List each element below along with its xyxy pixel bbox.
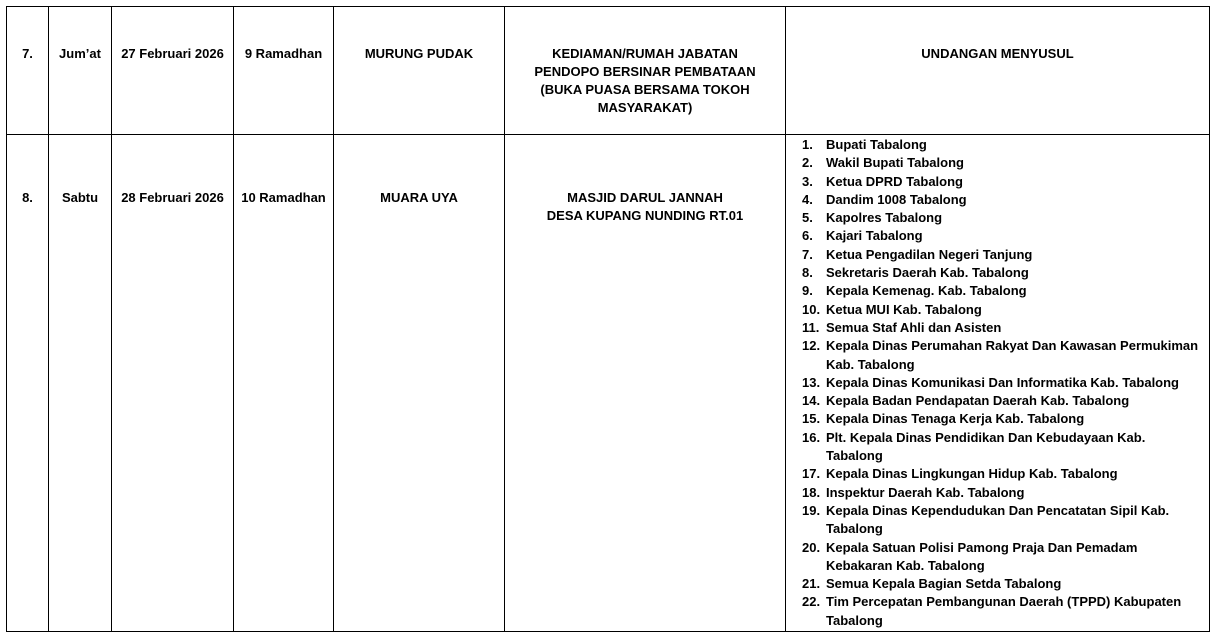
hijri-date-cell: 10 Ramadhan xyxy=(234,135,334,632)
list-item-text: Semua Staf Ahli dan Asisten xyxy=(826,319,1002,335)
list-item-text: Dandim 1008 Tabalong xyxy=(826,191,967,207)
list-item-number: 4. xyxy=(802,191,813,207)
list-item xyxy=(802,539,1205,576)
date-cell: 27 Februari 2026 xyxy=(112,7,234,135)
list-item xyxy=(802,246,1205,264)
list-item-number: 11. xyxy=(802,319,820,335)
list-item-number: 8. xyxy=(802,265,813,281)
list-item-text: Kepala Dinas Perumahan Rakyat Dan Kawasan Permukiman Kab. Tabalong xyxy=(826,338,1199,372)
list-item xyxy=(802,465,1205,483)
list-item-text: Kepala Dinas Kependudukan Dan Pencatatan Sipil Kab. Tabalong xyxy=(826,502,1170,537)
list-item xyxy=(802,154,1205,172)
date-cell: 28 Februari 2026 xyxy=(112,135,234,632)
list-item-text: Semua Kepala Bagian Setda Tabalong xyxy=(826,576,1062,592)
list-item-text: Ketua MUI Kab. Tabalong xyxy=(826,301,982,317)
list-item-text: Kajari Tabalong xyxy=(826,228,923,244)
district-cell: MUARA UYA xyxy=(334,135,505,632)
row-number: 8. xyxy=(7,135,49,632)
list-item xyxy=(802,593,1205,630)
list-item-text: Inspektur Daerah Kab. Tabalong xyxy=(826,484,1025,500)
table-row xyxy=(7,135,1210,632)
list-item-number: 14. xyxy=(802,393,821,409)
list-item-number: 22. xyxy=(802,594,821,610)
hijri-date-cell: 9 Ramadhan xyxy=(234,7,334,135)
list-item-number: 12. xyxy=(802,338,821,354)
invitation-cell: UNDANGAN MENYUSUL xyxy=(786,7,1210,135)
list-item-number: 6. xyxy=(802,228,813,244)
list-item-number: 2. xyxy=(802,155,813,171)
list-item-text: Kepala Dinas Tenaga Kerja Kab. Tabalong xyxy=(826,411,1085,427)
day-cell: Jum’at xyxy=(49,7,112,135)
list-item-text: Bupati Tabalong xyxy=(826,137,927,152)
list-item-number: 7. xyxy=(802,246,813,262)
list-item xyxy=(802,410,1205,428)
list-item xyxy=(802,502,1205,539)
list-item-number: 21. xyxy=(802,576,821,592)
list-item-text: Tim Percepatan Pembangunan Daerah (TPPD) Kabupaten Tabalong xyxy=(826,594,1182,628)
list-item-text: Ketua Pengadilan Negeri Tanjung xyxy=(826,246,1033,262)
list-item-number: 16. xyxy=(802,429,821,445)
table-row xyxy=(7,7,1210,135)
list-item xyxy=(802,319,1205,337)
list-item xyxy=(802,173,1205,191)
list-item xyxy=(802,575,1205,593)
list-item xyxy=(802,209,1205,227)
list-item-text: Kepala Satuan Polisi Pamong Praja Dan Pemadam Kebakaran Kab. Tabalong xyxy=(826,539,1138,573)
list-item-number: 17. xyxy=(802,466,821,482)
list-item-number: 20. xyxy=(802,539,821,555)
list-item xyxy=(802,392,1205,410)
list-item-number: 9. xyxy=(802,283,813,299)
list-item xyxy=(802,264,1205,282)
list-item-number: 3. xyxy=(802,173,813,189)
list-item-text: Ketua DPRD Tabalong xyxy=(826,173,963,189)
venue-cell: KEDIAMAN/RUMAH JABATAN PENDOPO BERSINAR PEMBATAAN (BUKA PUASA BERSAMA TOKOH MASYARAKAT) xyxy=(505,7,786,135)
list-item-text: Kepala Badan Pendapatan Daerah Kab. Tabalong xyxy=(826,393,1130,409)
list-item-text: Kepala Kemenag. Kab. Tabalong xyxy=(826,283,1027,299)
list-item-number: 19. xyxy=(802,502,821,518)
list-item xyxy=(802,484,1205,502)
list-item xyxy=(802,282,1205,300)
list-item-text: Sekretaris Daerah Kab. Tabalong xyxy=(826,265,1029,281)
invitee-list xyxy=(802,136,1205,630)
list-item-text: Wakil Bupati Tabalong xyxy=(826,155,964,171)
list-item xyxy=(802,337,1205,374)
list-item-text: Kepala Dinas Lingkungan Hidup Kab. Tabalong xyxy=(826,466,1118,482)
list-item-number: 10. xyxy=(802,301,821,317)
venue-cell xyxy=(505,135,786,632)
row-number: 7. xyxy=(7,7,49,135)
list-item-number: 5. xyxy=(802,210,813,226)
list-item-text: Plt. Kepala Dinas Pendidikan Dan Kebudayaan Kab. Tabalong xyxy=(826,429,1146,464)
invitee-cell xyxy=(786,135,1210,632)
list-item xyxy=(802,429,1205,466)
list-item-number: 18. xyxy=(802,484,821,500)
list-item xyxy=(802,191,1205,209)
list-item xyxy=(802,136,1205,154)
day-cell: Sabtu xyxy=(49,135,112,632)
list-item xyxy=(802,227,1205,245)
list-item-text: Kapolres Tabalong xyxy=(826,210,943,226)
venue-line: DESA KUPANG NUNDING RT.01 xyxy=(546,208,744,223)
venue-line: MASJID DARUL JANNAH xyxy=(567,190,723,205)
schedule-table xyxy=(6,6,1210,632)
list-item xyxy=(802,374,1205,392)
list-item-number: 13. xyxy=(802,374,821,390)
list-item xyxy=(802,301,1205,319)
list-item-number: 1. xyxy=(802,137,813,152)
district-cell: MURUNG PUDAK xyxy=(334,7,505,135)
list-item-text: Kepala Dinas Komunikasi Dan Informatika Kab. Tabalong xyxy=(826,374,1179,390)
list-item-number: 15. xyxy=(802,411,821,427)
